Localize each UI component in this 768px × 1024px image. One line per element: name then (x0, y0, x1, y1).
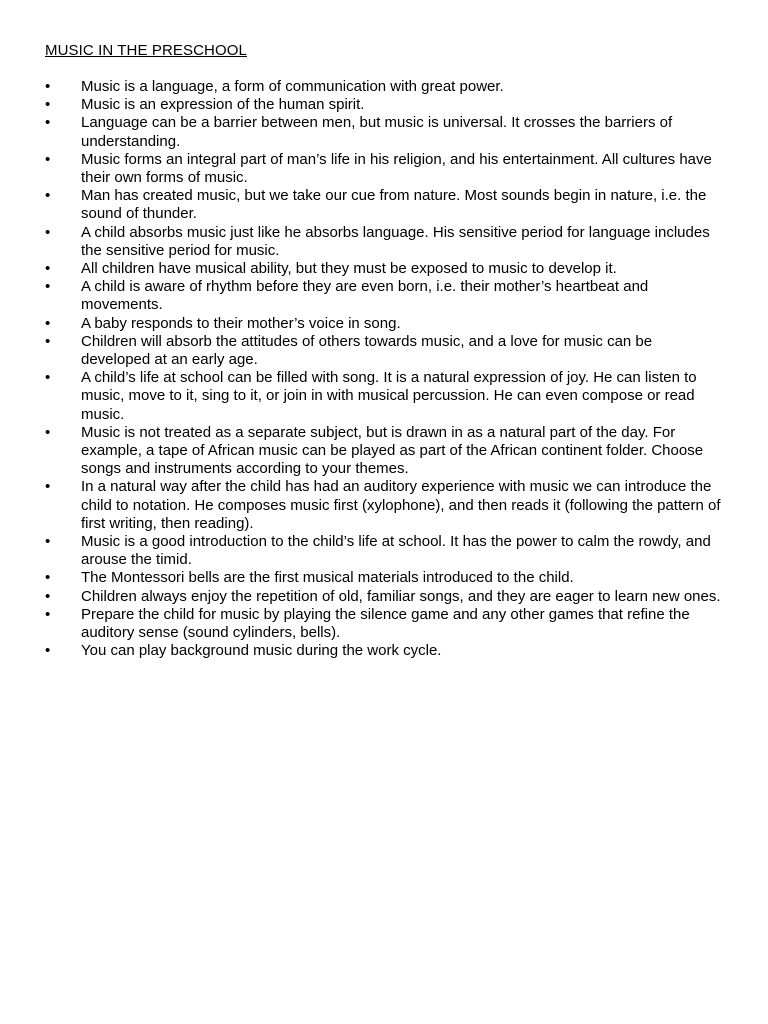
bullet-icon: • (45, 569, 51, 587)
list-item-text: In a natural way after the child has had an auditory experience with music we can introduce the child to notation. He composes music first (xylophone), and then reads it (following the pattern of first writing, then reading). (81, 478, 721, 532)
list-item (45, 151, 725, 187)
list-item (45, 96, 725, 114)
bullet-icon: • (45, 587, 51, 605)
bullet-icon: • (45, 314, 51, 332)
bullet-icon: • (45, 223, 51, 241)
list-item-text: Language can be a barrier between men, but music is universal. It crosses the barriers of understanding. (81, 114, 673, 150)
bullet-icon: • (45, 605, 51, 623)
bullet-icon: • (45, 78, 51, 95)
list-item-text: A child’s life at school can be filled with song. It is a natural expression of joy. He can listen to music, move to it, sing to it, or join in with musical percussion. He can even compose or read music. (81, 369, 697, 423)
list-item-text: A child absorbs music just like he absorbs language. His sensitive period for language includes the sensitive period for music. (81, 223, 710, 259)
bullet-icon: • (45, 187, 51, 205)
list-item (45, 278, 725, 314)
list-item-text: Music is not treated as a separate subject, but is drawn in as a natural part of the day. For example, a tape of African music can be played as part of the African continent folder. Choose songs and instruments according to your themes. (81, 423, 704, 478)
list-item-text: Children will absorb the attitudes of others towards music, and a love for music can be developed at an early age. (81, 332, 653, 369)
list-item-text: Music is a good introduction to the child’s life at school. It has the power to calm the rowdy, and arouse the timid. (81, 533, 711, 569)
bullet-icon: • (45, 150, 51, 168)
list-item-text: Music forms an integral part of man’s life in his religion, and his entertainment. All cultures have their own forms of music. (81, 150, 712, 187)
list-item (45, 333, 725, 369)
list-item (45, 588, 725, 606)
list-item (45, 114, 725, 150)
list-item-text: The Montessori bells are the first musical materials introduced to the child. (81, 569, 574, 587)
list-item (45, 569, 725, 587)
list-item (45, 187, 725, 223)
list-item-text: All children have musical ability, but they must be exposed to music to develop it. (81, 260, 617, 278)
list-item (45, 424, 725, 479)
list-item-text: Children always enjoy the repetition of old, familiar songs, and they are eager to learn new ones. (81, 587, 721, 605)
list-item (45, 478, 725, 533)
bullet-icon: • (45, 369, 51, 387)
bullet-icon: • (45, 278, 51, 296)
list-item (45, 642, 725, 660)
list-item (45, 606, 725, 642)
list-item (45, 78, 725, 96)
bullet-icon: • (45, 332, 51, 350)
list-item-text: Music is a language, a form of communication with great power. (81, 78, 504, 95)
bullet-list (45, 78, 725, 661)
list-item-text: Man has created music, but we take our cue from nature. Most sounds begin in nature, i.e. the sound of thunder. (81, 187, 707, 223)
bullet-icon: • (45, 96, 51, 114)
list-item (45, 369, 725, 424)
bullet-icon: • (45, 642, 51, 660)
list-item (45, 315, 725, 333)
list-item (45, 260, 725, 278)
bullet-icon: • (45, 114, 51, 132)
list-item-text: A baby responds to their mother’s voice in song. (81, 314, 401, 332)
list-item (45, 533, 725, 569)
bullet-icon: • (45, 478, 51, 496)
bullet-icon: • (45, 423, 51, 441)
bullet-icon: • (45, 533, 51, 551)
document-page (45, 42, 725, 661)
list-item-text: Prepare the child for music by playing the silence game and any other games that refine the auditory sense (sound cylinders, bells). (81, 605, 690, 642)
list-item (45, 224, 725, 260)
list-item-text: A child is aware of rhythm before they are even born, i.e. their mother’s heartbeat and movements. (81, 278, 649, 314)
document-title: MUSIC IN THE PRESCHOOL (45, 42, 247, 59)
list-item-text: You can play background music during the work cycle. (81, 642, 442, 660)
bullet-icon: • (45, 260, 51, 278)
list-item-text: Music is an expression of the human spirit. (81, 96, 365, 114)
